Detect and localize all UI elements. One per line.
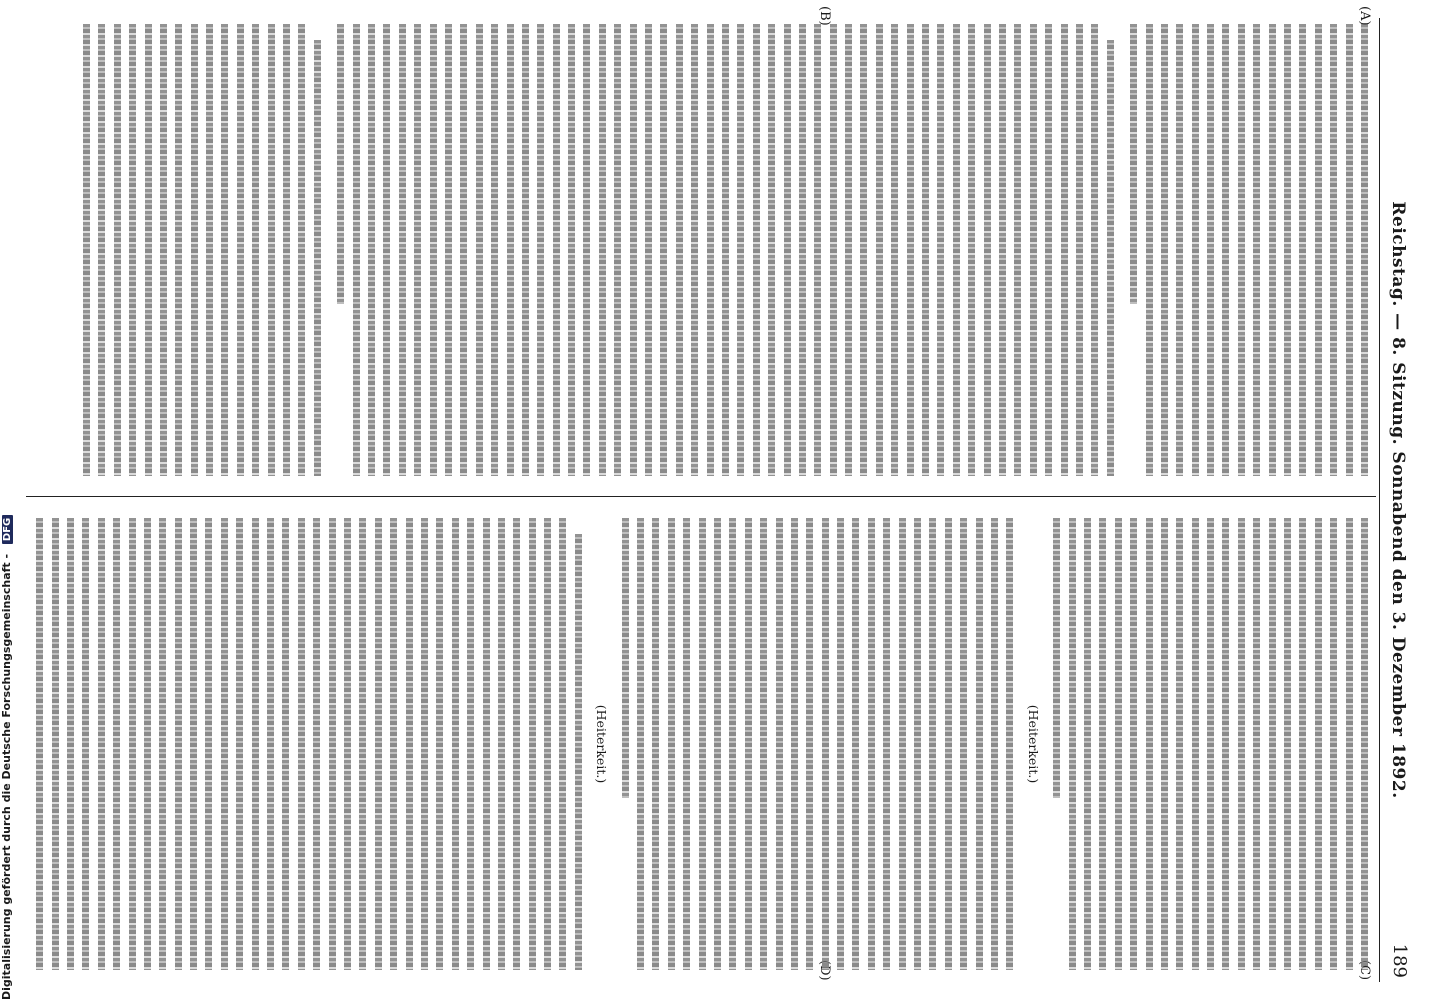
text-line <box>771 518 786 970</box>
text-line <box>987 518 1002 970</box>
text-line <box>594 24 609 476</box>
text-line <box>817 518 832 970</box>
text-line <box>1157 518 1172 970</box>
dfg-logo: DFG <box>2 515 13 544</box>
text-line <box>1264 24 1279 476</box>
text-line <box>1326 518 1341 970</box>
text-line <box>879 518 894 970</box>
text-line <box>718 24 733 476</box>
text-line <box>894 518 909 970</box>
text-line <box>694 518 709 970</box>
text-line <box>1295 518 1310 970</box>
text-line <box>748 24 763 476</box>
text-line <box>63 518 78 970</box>
text-line <box>1172 518 1187 970</box>
text-line <box>533 24 548 476</box>
text-line <box>1064 518 1079 970</box>
text-line <box>1049 518 1064 798</box>
text-line <box>348 24 363 476</box>
text-line <box>564 24 579 476</box>
text-line <box>456 24 471 476</box>
text-line <box>1010 24 1025 476</box>
running-title: Reichstag. — 8. Sitzung. Sonnabend den 3. Dezember 1892. <box>1388 201 1408 799</box>
text-line <box>1203 518 1218 970</box>
text-line <box>1087 24 1102 476</box>
text-line <box>463 518 478 970</box>
text-line <box>340 518 355 970</box>
left-text-column <box>32 24 1372 476</box>
text-line <box>232 518 247 970</box>
text-line <box>702 24 717 476</box>
text-line <box>648 518 663 970</box>
text-line <box>1102 24 1117 476</box>
text-line <box>447 518 462 970</box>
text-line <box>671 24 686 476</box>
text-line <box>948 24 963 476</box>
text-line <box>872 24 887 476</box>
text-line <box>201 518 216 970</box>
text-line <box>140 24 155 476</box>
text-line <box>248 24 263 476</box>
text-line <box>1072 24 1087 476</box>
text-line <box>47 518 62 970</box>
text-line <box>756 518 771 970</box>
text-line <box>93 518 108 970</box>
text-line <box>1218 24 1233 476</box>
text-line <box>710 518 725 970</box>
text-line <box>787 518 802 970</box>
margin-mark-a: (A) <box>1357 6 1372 26</box>
text-line <box>617 518 632 798</box>
text-line <box>140 518 155 970</box>
credit-text: Digitalisierung gefördert durch die Deutsche Forschungsgemeinschaft - <box>0 553 13 1000</box>
text-line <box>355 518 370 970</box>
text-line <box>386 518 401 970</box>
text-line <box>471 24 486 476</box>
text-line <box>1172 24 1187 476</box>
text-line <box>1249 24 1264 476</box>
text-line <box>124 518 139 970</box>
text-line <box>502 24 517 476</box>
text-line <box>918 24 933 476</box>
text-line <box>887 24 902 476</box>
text-line <box>570 518 585 970</box>
text-line <box>279 24 294 476</box>
text-line <box>1341 518 1356 970</box>
text-line <box>1002 518 1017 970</box>
text-line <box>825 24 840 476</box>
text-line <box>1310 518 1325 970</box>
text-line <box>1056 24 1071 476</box>
text-line <box>864 518 879 970</box>
text-line <box>79 24 94 476</box>
text-line <box>1203 24 1218 476</box>
text-line <box>186 518 201 970</box>
text-line <box>1141 518 1156 970</box>
text-line <box>833 518 848 970</box>
text-line <box>679 518 694 970</box>
text-line <box>425 24 440 476</box>
text-line <box>795 24 810 476</box>
text-line <box>1110 518 1125 970</box>
text-line <box>1341 24 1356 476</box>
text-line <box>633 518 648 970</box>
text-line <box>109 24 124 476</box>
text-line <box>725 518 740 970</box>
text-line <box>1233 518 1248 970</box>
text-line <box>186 24 201 476</box>
text-line <box>979 24 994 476</box>
text-line <box>494 518 509 970</box>
text-line: (Heiterkeit.) <box>1025 704 1041 784</box>
text-line <box>856 24 871 476</box>
text-line <box>964 24 979 476</box>
text-line <box>379 24 394 476</box>
text-line <box>641 24 656 476</box>
text-line <box>764 24 779 476</box>
text-line <box>802 518 817 970</box>
text-line <box>902 24 917 476</box>
text-line <box>293 518 308 970</box>
text-line <box>524 518 539 970</box>
text-line <box>625 24 640 476</box>
text-line <box>779 24 794 476</box>
text-line <box>417 518 432 970</box>
text-line <box>156 24 171 476</box>
text-line <box>1187 24 1202 476</box>
text-line <box>971 518 986 970</box>
text-line <box>1041 24 1056 476</box>
text-line <box>333 24 348 304</box>
text-line <box>232 24 247 476</box>
text-line <box>1187 518 1202 970</box>
text-line <box>848 518 863 970</box>
text-line <box>995 24 1010 476</box>
text-line <box>509 518 524 970</box>
margin-mark-d: (D) <box>817 960 832 981</box>
text-line <box>324 518 339 970</box>
text-line <box>555 518 570 970</box>
text-line <box>1357 24 1372 476</box>
text-line <box>394 24 409 476</box>
text-line <box>740 518 755 970</box>
text-line <box>1141 24 1156 476</box>
text-line <box>548 24 563 476</box>
page-header <box>1372 0 1432 1000</box>
text-line <box>478 518 493 970</box>
digitization-credit <box>0 0 16 1000</box>
text-line <box>155 518 170 970</box>
text-line <box>410 24 425 476</box>
text-line <box>1357 518 1372 970</box>
text-line <box>663 518 678 970</box>
text-line <box>610 24 625 476</box>
page-number: 189 <box>1389 943 1410 978</box>
text-line <box>540 518 555 970</box>
text-line <box>487 24 502 476</box>
text-line <box>217 24 232 476</box>
header-rule <box>1379 18 1380 982</box>
text-line <box>956 518 971 970</box>
text-line: (Heiterkeit.) <box>594 704 610 784</box>
text-line <box>32 518 47 970</box>
text-line <box>125 24 140 476</box>
text-line <box>1249 518 1264 970</box>
margin-mark-b: (B) <box>817 6 832 26</box>
text-line <box>933 24 948 476</box>
margin-mark-c: (C) <box>1357 960 1372 981</box>
text-line <box>1126 518 1141 970</box>
text-line <box>1025 24 1040 476</box>
text-line <box>579 24 594 476</box>
text-line <box>247 518 262 970</box>
text-line <box>78 518 93 970</box>
text-line <box>309 24 324 476</box>
text-line <box>518 24 533 476</box>
text-line <box>687 24 702 476</box>
text-line <box>263 518 278 970</box>
text-line <box>263 24 278 476</box>
text-line <box>216 518 231 970</box>
text-line <box>1295 24 1310 476</box>
right-text-column <box>32 518 1372 970</box>
text-line <box>925 518 940 970</box>
text-line <box>1326 24 1341 476</box>
text-line <box>1157 24 1172 476</box>
text-line <box>656 24 671 476</box>
text-line <box>1095 518 1110 970</box>
text-line <box>810 24 825 476</box>
text-line <box>940 518 955 970</box>
text-line <box>309 518 324 970</box>
text-line <box>441 24 456 476</box>
text-line <box>841 24 856 476</box>
text-line <box>94 24 109 476</box>
text-line <box>294 24 309 476</box>
text-line <box>1280 518 1295 970</box>
text-line <box>910 518 925 970</box>
text-line <box>278 518 293 970</box>
text-line <box>364 24 379 476</box>
text-line <box>1233 24 1248 476</box>
text-line <box>401 518 416 970</box>
text-line <box>109 518 124 970</box>
text-line <box>1280 24 1295 476</box>
text-line <box>1080 518 1095 970</box>
text-line <box>1126 24 1141 304</box>
text-line <box>1310 24 1325 476</box>
text-line <box>170 518 185 970</box>
text-line <box>432 518 447 970</box>
text-line <box>733 24 748 476</box>
text-line <box>202 24 217 476</box>
text-line <box>171 24 186 476</box>
column-divider <box>26 496 1376 497</box>
text-line <box>1218 518 1233 970</box>
text-line <box>370 518 385 970</box>
text-line <box>1264 518 1279 970</box>
